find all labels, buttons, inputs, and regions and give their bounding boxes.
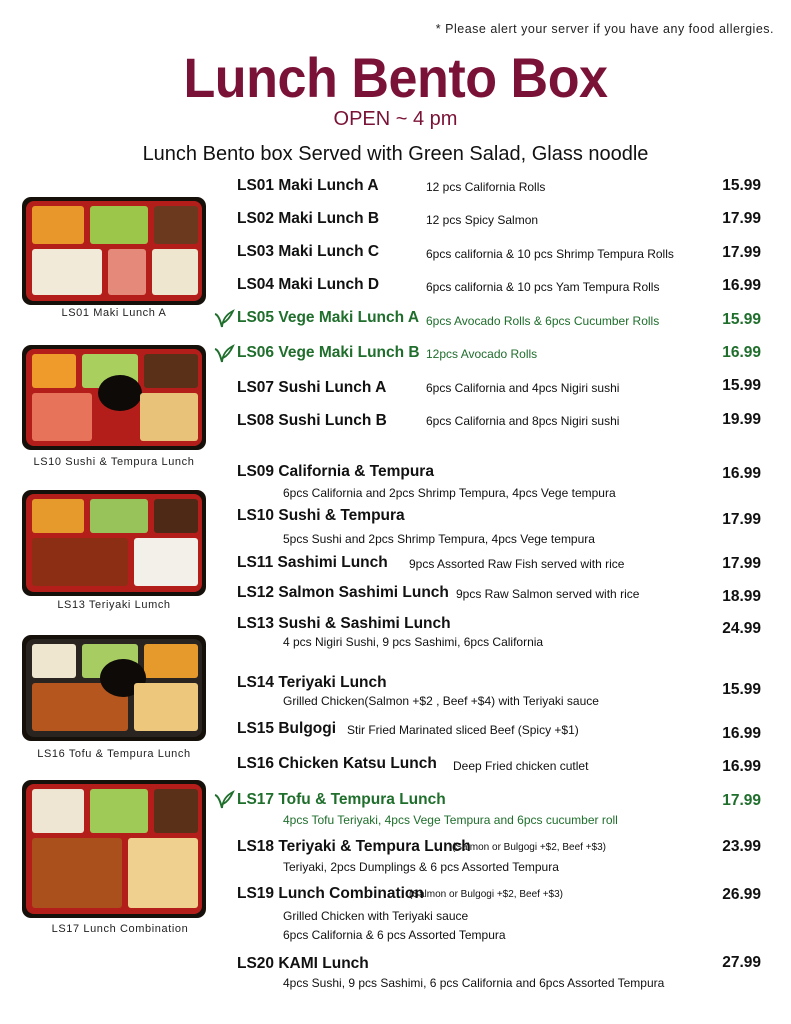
- menu-item-upcharge-note: (Salmon or Bulgogi +$2, Beef +$3): [452, 842, 606, 853]
- bento-photo-sushi-tempura: [22, 345, 206, 450]
- vegetarian-leaf-icon: [213, 342, 235, 364]
- menu-item-subdesc: Grilled Chicken with Teriyaki sauce: [283, 909, 469, 923]
- menu-item-name: LS13 Sushi & Sashimi Lunch: [237, 615, 451, 632]
- menu-item-name: LS10 Sushi & Tempura: [237, 507, 405, 524]
- menu-item-desc: Deep Fried chicken cutlet: [453, 759, 589, 773]
- menu-item-name: LS07 Sushi Lunch A: [237, 379, 387, 396]
- menu-item-price: 17.99: [722, 210, 761, 227]
- menu-item-name: LS09 California & Tempura: [237, 463, 434, 480]
- menu-item-price: 15.99: [722, 311, 761, 328]
- allergy-note: * Please alert your server if you have any food allergies.: [435, 22, 774, 36]
- menu-item-name: LS02 Maki Lunch B: [237, 210, 380, 227]
- menu-item-name: LS17 Tofu & Tempura Lunch: [237, 791, 446, 808]
- menu-item-name: LS11 Sashimi Lunch: [237, 554, 388, 571]
- menu-item-price: 15.99: [722, 377, 761, 394]
- menu-item-name: LS01 Maki Lunch A: [237, 177, 379, 194]
- menu-item-desc: 6pcs Avocado Rolls & 6pcs Cucumber Rolls: [426, 314, 660, 328]
- menu-item-price: 16.99: [722, 465, 761, 482]
- menu-item-name: LS20 KAMI Lunch: [237, 955, 369, 972]
- menu-item-name: LS19 Lunch Combination: [237, 885, 424, 902]
- menu-item-name: LS06 Vege Maki Lunch B: [237, 344, 420, 361]
- menu-item-price: 16.99: [722, 277, 761, 294]
- menu-item-price: 16.99: [722, 758, 761, 775]
- bento-photo-teriyaki: [22, 490, 206, 596]
- menu-item-desc: 6pcs california & 10 pcs Yam Tempura Rolls: [426, 280, 660, 294]
- menu-item-price: 15.99: [722, 177, 761, 194]
- menu-item-price: 23.99: [722, 838, 761, 855]
- photo-caption: LS01 Maki Lunch A: [61, 307, 167, 319]
- menu-item-name: LS04 Maki Lunch D: [237, 276, 380, 293]
- menu-item-name: LS18 Teriyaki & Tempura Lunch: [237, 838, 471, 855]
- menu-item-desc: 12 pcs California Rolls: [426, 180, 546, 194]
- menu-item-name: LS08 Sushi Lunch B: [237, 412, 387, 429]
- menu-item-subdesc: 5pcs Sushi and 2pcs Shrimp Tempura, 4pcs Vege tempura: [283, 532, 595, 546]
- menu-item-price: 24.99: [722, 620, 761, 637]
- menu-item-desc: Stir Fried Marinated sliced Beef (Spicy +$1): [347, 723, 579, 737]
- photo-caption: LS13 Teriyaki Lumch: [57, 599, 171, 611]
- menu-item-price: 16.99: [722, 725, 761, 742]
- menu-item-subdesc: Teriyaki, 2pcs Dumplings & 6 pcs Assorted Tempura: [283, 860, 559, 874]
- menu-item-subdesc: 6pcs California & 6 pcs Assorted Tempura: [283, 928, 506, 942]
- photo-caption: LS17 Lunch Combination: [51, 923, 189, 935]
- menu-item-subdesc: 4pcs Tofu Teriyaki, 4pcs Vege Tempura and 6pcs cucumber roll: [283, 813, 618, 827]
- menu-item-price: 26.99: [722, 886, 761, 903]
- menu-item-subdesc: 4pcs Sushi, 9 pcs Sashimi, 6 pcs California and 6pcs Assorted Tempura: [283, 976, 665, 990]
- menu-item-desc: 12 pcs Spicy Salmon: [426, 213, 539, 227]
- menu-item-desc: 6pcs California and 8pcs Nigiri sushi: [426, 414, 620, 428]
- menu-item-name: LS16 Chicken Katsu Lunch: [237, 755, 437, 772]
- menu-item-price: 17.99: [722, 792, 761, 809]
- menu-item-desc: 6pcs California and 4pcs Nigiri sushi: [426, 381, 620, 395]
- page-title: Lunch Bento Box: [183, 46, 608, 109]
- bento-photo-tofu-tempura: [22, 635, 206, 741]
- menu-item-price: 16.99: [722, 344, 761, 361]
- menu-item-subdesc: 6pcs California and 2pcs Shrimp Tempura, 4pcs Vege tempura: [283, 486, 616, 500]
- menu-item-name: LS15 Bulgogi: [237, 720, 337, 737]
- menu-item-price: 27.99: [722, 954, 761, 971]
- open-hours: OPEN ~ 4 pm: [333, 108, 458, 130]
- menu-item-price: 17.99: [722, 511, 761, 528]
- menu-item-name: LS05 Vege Maki Lunch A: [237, 309, 420, 326]
- vegetarian-leaf-icon: [213, 788, 235, 810]
- menu-item-upcharge-note: (Salmon or Bulgogi +$2, Beef +$3): [409, 889, 563, 900]
- menu-item-price: 18.99: [722, 588, 761, 605]
- photo-caption: LS10 Sushi & Tempura Lunch: [33, 456, 195, 468]
- vegetarian-leaf-icon: [213, 307, 235, 329]
- menu-item-price: 17.99: [722, 555, 761, 572]
- photo-caption: LS16 Tofu & Tempura Lunch: [37, 748, 191, 760]
- bento-photo-maki-a: [22, 197, 206, 305]
- bento-photo-lunch-combination: [22, 780, 206, 918]
- menu-item-name: LS03 Maki Lunch C: [237, 243, 380, 260]
- menu-item-desc: 6pcs california & 10 pcs Shrimp Tempura Rolls: [426, 247, 674, 261]
- menu-item-subdesc: 4 pcs Nigiri Sushi, 9 pcs Sashimi, 6pcs California: [283, 635, 544, 649]
- menu-item-name: LS14 Teriyaki Lunch: [237, 674, 387, 691]
- menu-item-desc: 12pcs Avocado Rolls: [426, 347, 538, 361]
- menu-item-subdesc: Grilled Chicken(Salmon +$2 , Beef +$4) with Teriyaki sauce: [283, 694, 599, 708]
- menu-item-name: LS12 Salmon Sashimi Lunch: [237, 584, 449, 601]
- menu-item-price: 17.99: [722, 244, 761, 261]
- menu-item-desc: 9pcs Raw Salmon served with rice: [456, 587, 640, 601]
- menu-item-price: 19.99: [722, 411, 761, 428]
- menu-item-desc: 9pcs Assorted Raw Fish served with rice: [409, 557, 625, 571]
- menu-subtitle: Lunch Bento box Served with Green Salad, Glass noodle: [142, 143, 649, 165]
- menu-item-price: 15.99: [722, 681, 761, 698]
